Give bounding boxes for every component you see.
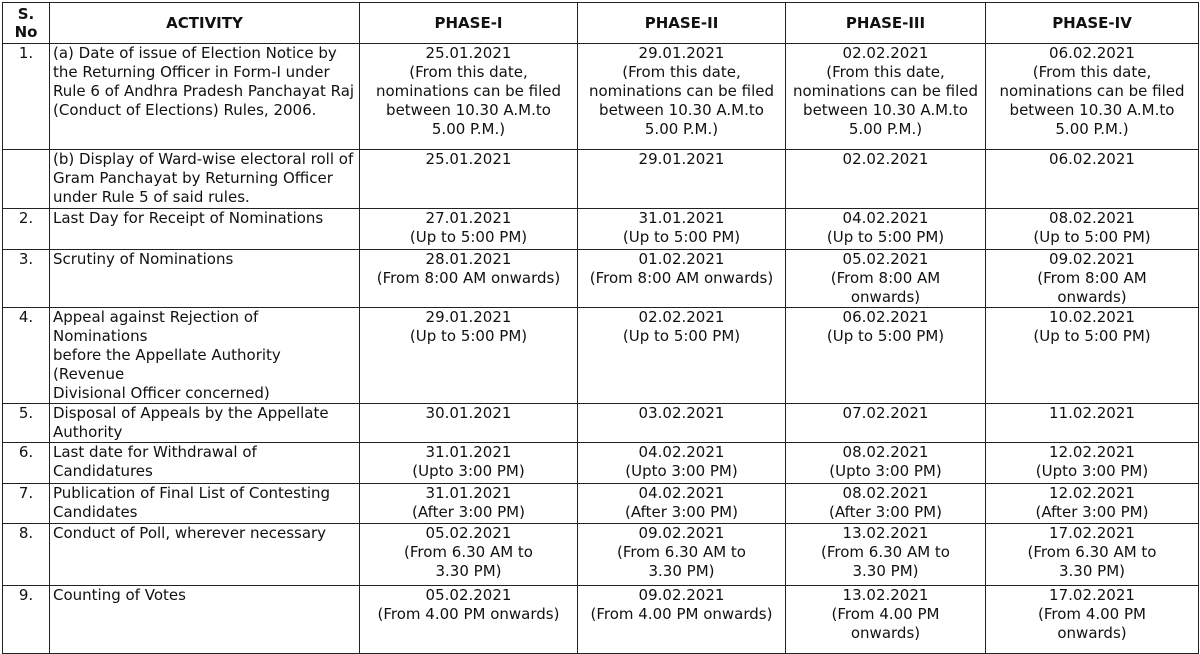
phase-4-cell: 12.02.2021 (Upto 3:00 PM): [986, 443, 1199, 484]
phase-4-cell: 17.02.2021 (From 4.00 PM onwards): [986, 586, 1199, 654]
phase-3-cell: 05.02.2021 (From 8:00 AM onwards): [786, 250, 986, 308]
phase-1-cell: 28.01.2021 (From 8:00 AM onwards): [360, 250, 578, 308]
activity-cell: Appeal against Rejection of Nominations before the Appellate Authority (Revenue Divisional Officer concerned): [50, 308, 360, 404]
table-row: [3, 484, 1199, 524]
row-number: 4.: [3, 308, 50, 404]
activity-cell: Publication of Final List of Contesting Candidates: [50, 484, 360, 524]
phase-1-cell: 05.02.2021 (From 6.30 AM to 3.30 PM): [360, 524, 578, 586]
phase-2-cell: 04.02.2021 (Upto 3:00 PM): [578, 443, 786, 484]
phase-3-cell: 08.02.2021 (Upto 3:00 PM): [786, 443, 986, 484]
table-row: [3, 150, 1199, 209]
phase-3-cell: 13.02.2021 (From 6.30 AM to 3.30 PM): [786, 524, 986, 586]
row-number: 1.: [3, 44, 50, 150]
phase-1-cell: 05.02.2021 (From 4.00 PM onwards): [360, 586, 578, 654]
row-number: 9.: [3, 586, 50, 654]
header-phase-3: PHASE-III: [786, 3, 986, 44]
phase-4-cell: 08.02.2021 (Up to 5:00 PM): [986, 209, 1199, 250]
phase-4-cell: 06.02.2021 (From this date, nominations can be filed between 10.30 A.M.to 5.00 P.M.): [986, 44, 1199, 150]
phase-3-cell: 02.02.2021 (From this date, nominations can be filed between 10.30 A.M.to 5.00 P.M.): [786, 44, 986, 150]
row-number: 8.: [3, 524, 50, 586]
phase-2-cell: 04.02.2021 (After 3:00 PM): [578, 484, 786, 524]
phase-2-cell: 01.02.2021 (From 8:00 AM onwards): [578, 250, 786, 308]
phase-2-cell: 29.01.2021: [578, 150, 786, 209]
phase-1-cell: 31.01.2021 (After 3:00 PM): [360, 484, 578, 524]
activity-cell: (b) Display of Ward-wise electoral roll of Gram Panchayat by Returning Officer under Rule 5 of said rules.: [50, 150, 360, 209]
header-phase-4: PHASE-IV: [986, 3, 1199, 44]
row-number: 5.: [3, 404, 50, 443]
header-phase-2: PHASE-II: [578, 3, 786, 44]
phase-4-cell: 12.02.2021 (After 3:00 PM): [986, 484, 1199, 524]
table-row: [3, 250, 1199, 308]
phase-4-cell: 10.02.2021 (Up to 5:00 PM): [986, 308, 1199, 404]
table-row: [3, 524, 1199, 586]
table-row: [3, 209, 1199, 250]
header-row: [3, 3, 1199, 44]
activity-cell: Last Day for Receipt of Nominations: [50, 209, 360, 250]
row-number: 6.: [3, 443, 50, 484]
table-row: [3, 586, 1199, 654]
table-row: [3, 308, 1199, 404]
phase-4-cell: 11.02.2021: [986, 404, 1199, 443]
phase-3-cell: 07.02.2021: [786, 404, 986, 443]
header-activity: ACTIVITY: [50, 3, 360, 44]
phase-3-cell: 04.02.2021 (Up to 5:00 PM): [786, 209, 986, 250]
phase-3-cell: 06.02.2021 (Up to 5:00 PM): [786, 308, 986, 404]
phase-3-cell: 08.02.2021 (After 3:00 PM): [786, 484, 986, 524]
election-schedule-table: [2, 2, 1199, 654]
table-row: [3, 443, 1199, 484]
activity-cell: Scrutiny of Nominations: [50, 250, 360, 308]
activity-cell: Disposal of Appeals by the Appellate Authority: [50, 404, 360, 443]
table-row: [3, 404, 1199, 443]
phase-2-cell: 03.02.2021: [578, 404, 786, 443]
phase-2-cell: 09.02.2021 (From 6.30 AM to 3.30 PM): [578, 524, 786, 586]
activity-cell: Last date for Withdrawal of Candidatures: [50, 443, 360, 484]
phase-4-cell: 06.02.2021: [986, 150, 1199, 209]
row-number: 3.: [3, 250, 50, 308]
phase-3-cell: 13.02.2021 (From 4.00 PM onwards): [786, 586, 986, 654]
table-row: [3, 44, 1199, 150]
phase-1-cell: 29.01.2021 (Up to 5:00 PM): [360, 308, 578, 404]
phase-1-cell: 30.01.2021: [360, 404, 578, 443]
phase-1-cell: 27.01.2021 (Up to 5:00 PM): [360, 209, 578, 250]
phase-2-cell: 31.01.2021 (Up to 5:00 PM): [578, 209, 786, 250]
activity-cell: (a) Date of issue of Election Notice by the Returning Officer in Form-I under Rule 6 of Andhra Pradesh Panchayat Raj (Conduct of Elections) Rules, 2006.: [50, 44, 360, 150]
phase-1-cell: 25.01.2021: [360, 150, 578, 209]
phase-3-cell: 02.02.2021: [786, 150, 986, 209]
phase-4-cell: 17.02.2021 (From 6.30 AM to 3.30 PM): [986, 524, 1199, 586]
activity-cell: Conduct of Poll, wherever necessary: [50, 524, 360, 586]
phase-2-cell: 29.01.2021 (From this date, nominations can be filed between 10.30 A.M.to 5.00 P.M.): [578, 44, 786, 150]
activity-cell: Counting of Votes: [50, 586, 360, 654]
phase-2-cell: 09.02.2021 (From 4.00 PM onwards): [578, 586, 786, 654]
phase-2-cell: 02.02.2021 (Up to 5:00 PM): [578, 308, 786, 404]
phase-4-cell: 09.02.2021 (From 8:00 AM onwards): [986, 250, 1199, 308]
header-phase-1: PHASE-I: [360, 3, 578, 44]
row-number: [3, 150, 50, 209]
header-sno: S. No: [3, 3, 50, 44]
phase-1-cell: 25.01.2021 (From this date, nominations can be filed between 10.30 A.M.to 5.00 P.M.): [360, 44, 578, 150]
row-number: 2.: [3, 209, 50, 250]
phase-1-cell: 31.01.2021 (Upto 3:00 PM): [360, 443, 578, 484]
row-number: 7.: [3, 484, 50, 524]
